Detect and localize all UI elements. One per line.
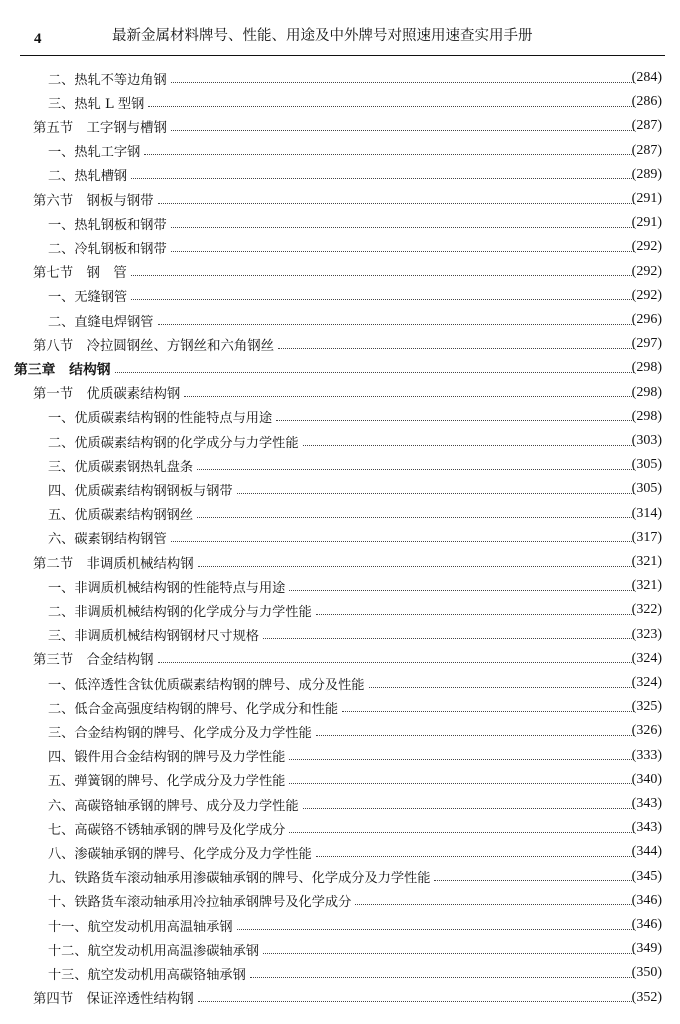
dot-leader bbox=[369, 687, 635, 688]
toc-page-number: (314) bbox=[631, 505, 662, 521]
toc-page-number: (352) bbox=[631, 989, 662, 1005]
toc-page-number: (292) bbox=[631, 287, 662, 303]
toc-entry-line bbox=[48, 719, 638, 743]
toc-entry-item bbox=[0, 889, 680, 913]
toc-entry-title: 三、非调质机械结构钢钢材尺寸规格 bbox=[48, 629, 259, 645]
toc-page-number: (292) bbox=[631, 239, 662, 255]
toc-entry-title: 二、低合金高强度结构钢的牌号、化学成分和性能 bbox=[48, 701, 339, 717]
toc-entry-item bbox=[0, 695, 680, 719]
toc-page-number: (333) bbox=[631, 747, 662, 763]
dot-leader bbox=[316, 735, 634, 736]
dot-leader bbox=[289, 590, 634, 591]
dot-leader bbox=[171, 82, 634, 83]
toc-page-number: (284) bbox=[631, 70, 662, 85]
toc-entry-section bbox=[0, 550, 680, 574]
toc-entry-section bbox=[0, 647, 680, 671]
toc-page-number: (321) bbox=[631, 578, 662, 594]
toc-entry-line bbox=[33, 260, 638, 284]
toc-page-number: (291) bbox=[631, 191, 662, 206]
toc-entry-line bbox=[48, 405, 638, 429]
toc-entry-title: 第五节 工字钢与槽钢 bbox=[33, 120, 167, 136]
toc-entry-title: 九、铁路货车滚动轴承用渗碳轴承钢的牌号、化学成分及力学性能 bbox=[48, 871, 431, 887]
toc-entry-title: 十一、航空发动机用高温轴承钢 bbox=[48, 919, 233, 935]
dot-leader bbox=[289, 783, 634, 784]
toc-page-number: (296) bbox=[631, 312, 662, 327]
dot-leader bbox=[197, 517, 634, 518]
toc-page-number: (297) bbox=[631, 336, 662, 352]
toc-entry-title: 二、冷轧钢板和钢带 bbox=[48, 241, 167, 257]
toc-entry-line bbox=[48, 695, 638, 719]
toc-page-number: (346) bbox=[631, 917, 662, 932]
toc-page-number: (287) bbox=[631, 118, 662, 134]
toc-entry-title: 八、渗碳轴承钢的牌号、化学成分及力学性能 bbox=[48, 846, 312, 862]
dot-leader bbox=[148, 106, 634, 107]
toc-entry-item bbox=[0, 961, 680, 985]
toc-entry-item bbox=[0, 163, 680, 187]
toc-page-number: (349) bbox=[631, 941, 662, 957]
dot-leader bbox=[342, 711, 634, 712]
toc-entry-title: 五、弹簧钢的牌号、化学成分及力学性能 bbox=[48, 774, 286, 790]
toc-entry-line bbox=[48, 889, 638, 913]
toc-entry-item bbox=[0, 937, 680, 961]
toc-entry-item bbox=[0, 598, 680, 622]
dot-leader bbox=[278, 348, 634, 349]
toc-entry-line bbox=[48, 429, 638, 453]
toc-entry-item bbox=[0, 865, 680, 889]
dot-leader bbox=[131, 275, 634, 276]
toc-page-number: (287) bbox=[631, 142, 662, 158]
toc-entry-line bbox=[48, 623, 638, 647]
toc-entry-section bbox=[0, 114, 680, 138]
toc-entry-title: 二、热轧槽钢 bbox=[48, 169, 128, 185]
header-rule bbox=[20, 55, 665, 56]
toc-entry-item bbox=[0, 308, 680, 332]
toc-entry-line bbox=[48, 961, 638, 985]
toc-entry-line bbox=[33, 332, 638, 356]
toc-entry-title: 二、直缝电焊钢管 bbox=[48, 314, 154, 330]
toc-entry-title: 一、低淬透性含钛优质碳素结构钢的牌号、成分及性能 bbox=[48, 677, 365, 693]
toc-entry-line bbox=[48, 913, 638, 937]
dot-leader bbox=[316, 856, 634, 857]
dot-leader bbox=[237, 493, 634, 494]
toc-entry-item bbox=[0, 719, 680, 743]
toc-page-number: (298) bbox=[631, 384, 662, 400]
toc-entry-item bbox=[0, 502, 680, 526]
toc-entry-title: 四、锻件用合金结构钢的牌号及力学性能 bbox=[48, 750, 286, 766]
toc-entry-line bbox=[33, 647, 638, 671]
toc-entry-title: 第八节 冷拉圆钢丝、方钢丝和六角钢丝 bbox=[33, 338, 275, 354]
toc-entry-title: 十三、航空发动机用高碳铬轴承钢 bbox=[48, 967, 246, 983]
toc-entry-item bbox=[0, 768, 680, 792]
toc-entry-title: 二、非调质机械结构钢的化学成分与力学性能 bbox=[48, 604, 312, 620]
toc-entry-item bbox=[0, 211, 680, 235]
toc-entry-item bbox=[0, 792, 680, 816]
toc-entry-title: 第三章 结构钢 bbox=[14, 362, 111, 379]
dot-leader bbox=[434, 880, 634, 881]
toc-page-number: (289) bbox=[631, 166, 662, 182]
toc-entry-section bbox=[0, 332, 680, 356]
dot-leader bbox=[198, 1001, 634, 1002]
dot-leader bbox=[144, 154, 634, 155]
toc-entry-title: 一、优质碳素结构钢的性能特点与用途 bbox=[48, 411, 273, 427]
toc-page-number: (286) bbox=[631, 94, 662, 110]
toc-entry-item bbox=[0, 453, 680, 477]
toc-entry-title: 第三节 合金结构钢 bbox=[33, 653, 154, 669]
toc-entry-section bbox=[0, 381, 680, 405]
toc-page-number: (344) bbox=[631, 844, 662, 860]
toc-page-number: (343) bbox=[631, 796, 662, 811]
dot-leader bbox=[184, 396, 634, 397]
toc-entry-line bbox=[48, 865, 638, 889]
toc-page-number: (291) bbox=[631, 215, 662, 231]
toc-entry-line bbox=[48, 816, 638, 840]
toc-entry-item bbox=[0, 66, 680, 90]
toc-entry-title: 第一节 优质碳素结构钢 bbox=[33, 387, 181, 403]
toc-entry-section bbox=[0, 260, 680, 284]
toc-entry-line bbox=[48, 284, 638, 308]
toc-entry-line bbox=[48, 671, 638, 695]
dot-leader bbox=[115, 372, 634, 373]
dot-leader bbox=[171, 541, 634, 542]
dot-leader bbox=[355, 904, 634, 905]
toc-page-number: (321) bbox=[631, 554, 662, 569]
toc-entry-item bbox=[0, 235, 680, 259]
toc-page-number: (346) bbox=[631, 892, 662, 908]
toc-page-number: (323) bbox=[631, 626, 662, 642]
dot-leader bbox=[289, 832, 634, 833]
dot-leader bbox=[303, 808, 634, 809]
toc-entry-item bbox=[0, 574, 680, 598]
toc-entry-item bbox=[0, 840, 680, 864]
dot-leader bbox=[198, 566, 634, 567]
toc-entry-title: 二、优质碳素结构钢的化学成分与力学性能 bbox=[48, 435, 299, 451]
dot-leader bbox=[197, 469, 634, 470]
dot-leader bbox=[131, 178, 634, 179]
dot-leader bbox=[250, 977, 634, 978]
toc-entry-item bbox=[0, 623, 680, 647]
dot-leader bbox=[316, 614, 634, 615]
toc-entry-line bbox=[33, 381, 638, 405]
toc-entry-item bbox=[0, 816, 680, 840]
toc-entry-line bbox=[48, 526, 638, 550]
dot-leader bbox=[158, 203, 634, 204]
toc-entry-line bbox=[48, 792, 638, 816]
dot-leader bbox=[171, 251, 634, 252]
toc-entry-line bbox=[33, 550, 638, 574]
toc-entry-section bbox=[0, 986, 680, 1010]
toc-page-number: (292) bbox=[631, 263, 662, 279]
toc-entry-line bbox=[14, 356, 638, 380]
dot-leader bbox=[263, 638, 634, 639]
toc-entry-title: 七、高碳铬不锈轴承钢的牌号及化学成分 bbox=[48, 822, 286, 838]
toc-entry-title: 二、热轧不等边角钢 bbox=[48, 72, 167, 88]
dot-leader bbox=[158, 662, 634, 663]
toc-entry-line bbox=[48, 744, 638, 768]
toc-page-number: (305) bbox=[631, 457, 662, 473]
toc-entry-line bbox=[48, 937, 638, 961]
toc-page-number: (345) bbox=[631, 868, 662, 884]
toc-page-number: (340) bbox=[631, 771, 662, 787]
toc-page-number: (325) bbox=[631, 699, 662, 715]
toc-entry-title: 一、热轧钢板和钢带 bbox=[48, 217, 167, 233]
toc-entry-line bbox=[48, 235, 638, 259]
toc-entry-title: 第四节 保证淬透性结构钢 bbox=[33, 992, 194, 1008]
toc-page-number: (298) bbox=[631, 360, 662, 376]
page-header bbox=[0, 22, 680, 48]
toc-entry-item bbox=[0, 913, 680, 937]
toc-entry-title: 第二节 非调质机械结构钢 bbox=[33, 556, 194, 572]
toc-page-number: (324) bbox=[631, 675, 662, 690]
dot-leader bbox=[276, 420, 634, 421]
dot-leader bbox=[303, 445, 634, 446]
dot-leader bbox=[171, 227, 634, 228]
toc-entry-line bbox=[48, 477, 638, 501]
toc-entry-line bbox=[48, 598, 638, 622]
toc-entry-line bbox=[48, 211, 638, 235]
toc-entry-title: 十、铁路货车滚动轴承用冷拉轴承钢牌号及化学成分 bbox=[48, 895, 352, 911]
running-header-title: 最新金属材料牌号、性能、用途及中外牌号对照速用速查实用手册 bbox=[112, 28, 533, 44]
toc-entry-item bbox=[0, 405, 680, 429]
toc-entry-title: 一、非调质机械结构钢的性能特点与用途 bbox=[48, 580, 286, 596]
toc-entry-chapter bbox=[0, 356, 680, 380]
toc-entry-title: 一、无缝钢管 bbox=[48, 290, 128, 306]
toc-entry-line bbox=[48, 768, 638, 792]
toc-page-number: (322) bbox=[631, 602, 662, 618]
toc-page-number: (298) bbox=[631, 408, 662, 424]
dot-leader bbox=[289, 759, 634, 760]
toc-entry-title: 一、热轧工字钢 bbox=[48, 145, 141, 161]
toc-entry-item bbox=[0, 429, 680, 453]
toc-entry-line bbox=[48, 502, 638, 526]
page-number: 4 bbox=[34, 31, 42, 47]
toc-page-number: (326) bbox=[631, 723, 662, 739]
dot-leader bbox=[263, 953, 634, 954]
dot-leader bbox=[237, 929, 634, 930]
toc-page-number: (303) bbox=[631, 433, 662, 448]
dot-leader bbox=[171, 130, 634, 131]
toc-entry-title: 三、优质碳素钢热轧盘条 bbox=[48, 459, 194, 475]
toc-page-number: (343) bbox=[631, 820, 662, 836]
toc-entry-title: 十二、航空发动机用高温渗碳轴承钢 bbox=[48, 943, 259, 959]
toc-entry-item bbox=[0, 744, 680, 768]
toc-entry-item bbox=[0, 139, 680, 163]
toc-page-number: (350) bbox=[631, 965, 662, 981]
toc-page-number: (324) bbox=[631, 650, 662, 666]
toc-entry-item bbox=[0, 90, 680, 114]
toc-entry-line bbox=[48, 66, 638, 90]
toc-entry-title: 六、碳素钢结构钢管 bbox=[48, 532, 167, 548]
toc-entry-item bbox=[0, 671, 680, 695]
toc-entry-line bbox=[48, 163, 638, 187]
dot-leader bbox=[158, 324, 635, 325]
toc-entry-title: 三、合金结构钢的牌号、化学成分及力学性能 bbox=[48, 725, 312, 741]
toc-page-number: (305) bbox=[631, 481, 662, 497]
toc-entry-line bbox=[33, 114, 638, 138]
dot-leader bbox=[131, 299, 634, 300]
toc-entry-line bbox=[33, 187, 638, 211]
toc-entry-line bbox=[48, 840, 638, 864]
toc-page-number: (317) bbox=[631, 529, 662, 545]
toc-entry-item bbox=[0, 526, 680, 550]
toc-entry-title: 三、热轧 L 型钢 bbox=[48, 96, 145, 112]
toc-entry-title: 第七节 钢 管 bbox=[33, 266, 127, 282]
toc-entry-item bbox=[0, 477, 680, 501]
toc-entry-title: 六、高碳铬轴承钢的牌号、成分及力学性能 bbox=[48, 798, 299, 814]
toc-entry-line bbox=[48, 574, 638, 598]
toc-entry-item bbox=[0, 284, 680, 308]
toc-entry-line bbox=[48, 139, 638, 163]
toc-entry-line bbox=[48, 90, 638, 114]
toc-entry-line bbox=[48, 308, 638, 332]
toc-entry-section bbox=[0, 187, 680, 211]
toc-entry-title: 第六节 钢板与钢带 bbox=[33, 193, 154, 209]
toc-entry-title: 四、优质碳素结构钢钢板与钢带 bbox=[48, 483, 233, 499]
toc-entry-title: 五、优质碳素结构钢钢丝 bbox=[48, 508, 194, 524]
toc-entry-line bbox=[48, 453, 638, 477]
toc-entry-line bbox=[33, 986, 638, 1010]
